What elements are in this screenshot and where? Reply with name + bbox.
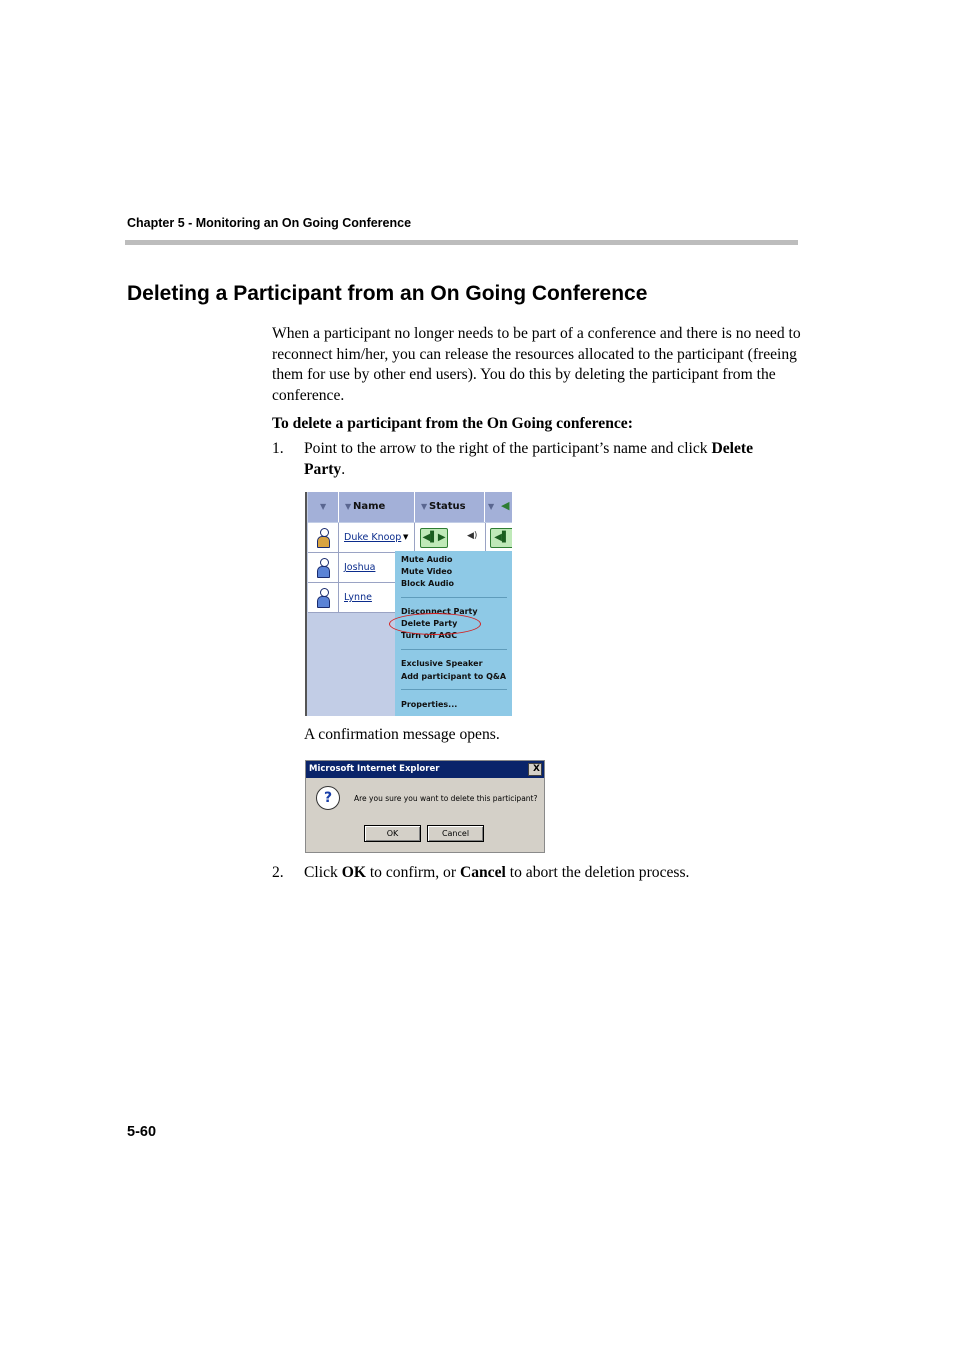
connected-status-icon[interactable]: ◀▌▶ [420,528,448,548]
column-header-status[interactable] [415,492,485,522]
menu-separator [401,649,507,650]
dialog-title: Microsoft Internet Explorer [309,764,440,774]
speaker-icon: ◀ [501,499,510,512]
participant-row[interactable] [308,523,512,553]
participant-icon-cell [308,583,339,612]
menu-item-disconnect-party[interactable]: Disconnect Party [401,607,478,616]
delete-party-highlight [389,613,481,635]
intro-paragraph: When a participant no longer needs to be part of a conference and there is no need to reconnect him/her, you can release the resources allocated to the participant (freeing them for use by other end users). You do this by deleting the participant from the conference. [272,325,801,404]
menu-item-delete-party[interactable]: Delete Party [401,619,458,628]
menu-item-block-audio[interactable]: Block Audio [401,579,455,588]
step-text-part: to confirm, or [365,864,460,881]
dialog-message: Are you sure you want to delete this participant? [354,794,538,803]
step-number: 1. [272,440,284,457]
column-header-name[interactable] [339,492,415,522]
participant-icon-cell [308,523,339,552]
participant-name-link[interactable]: Lynne [344,592,372,603]
page-number: 5-60 [127,1124,157,1140]
step-text-part: . [341,460,346,478]
participants-screenshot [305,492,512,716]
status-cell [415,523,486,552]
participant-name-link[interactable]: Duke Knoop [344,532,402,543]
step-text-part: Click [304,864,342,881]
sort-arrow-icon: ▼ [345,502,352,511]
step-text-part: Point to the arrow to the right of the participant’s name and click [304,440,712,457]
menu-item-properties[interactable]: Properties... [401,700,458,709]
step-number: 2. [272,864,284,881]
sort-arrow-icon: ▼ [488,502,495,511]
speaker-icon[interactable]: ◀) [467,531,478,541]
menu-item-turn-off-agc[interactable]: Turn off AGC [401,631,458,640]
step-text [304,863,794,884]
participant-name-cell [339,523,415,552]
menu-separator [401,689,507,690]
participant-name-link[interactable]: Joshua [344,562,376,573]
ok-button[interactable]: OK [364,825,421,842]
participant-icon [317,588,329,608]
step-text-part: to abort the deletion process. [505,864,690,881]
sort-arrow-icon: ▼ [421,502,428,511]
column-header-audio[interactable] [485,492,512,522]
dropdown-arrow-icon[interactable]: ▼ [403,533,409,541]
header-rule [125,240,798,245]
column-header-icon[interactable] [308,492,339,522]
cancel-button[interactable]: Cancel [427,825,484,842]
participant-icon-cell [308,553,339,582]
procedure-heading: To delete a participant from the On Going conference: [272,415,633,432]
dialog-title-bar[interactable] [306,761,544,778]
confirm-note: A confirmation message opens. [304,726,500,743]
close-icon[interactable]: X [528,763,542,776]
menu-item-mute-audio[interactable]: Mute Audio [401,555,453,564]
menu-item-exclusive-speaker[interactable]: Exclusive Speaker [401,659,483,668]
audio-status-icon[interactable]: ◀▌ [490,528,512,548]
menu-item-mute-video[interactable]: Mute Video [401,567,453,576]
step-bold-term: Delete Party [304,440,754,478]
column-header-label: Status [429,501,466,512]
menu-separator [401,597,507,598]
column-header-label: Name [353,501,386,512]
sort-arrow-icon: ▼ [320,502,327,511]
menu-item-add-to-qa[interactable]: Add participant to Q&A [401,672,507,681]
participant-icon [317,528,329,548]
confirmation-dialog [305,760,545,853]
section-title: Deleting a Participant from an On Going Conference [127,282,648,305]
participant-icon [317,558,329,578]
question-icon: ? [316,786,340,810]
step-text [304,439,794,480]
screenshot-edge [305,492,307,716]
step-bold-term: OK [341,864,366,881]
running-header: Chapter 5 - Monitoring an On Going Conference [127,216,412,230]
step-bold-term: Cancel [459,864,506,881]
